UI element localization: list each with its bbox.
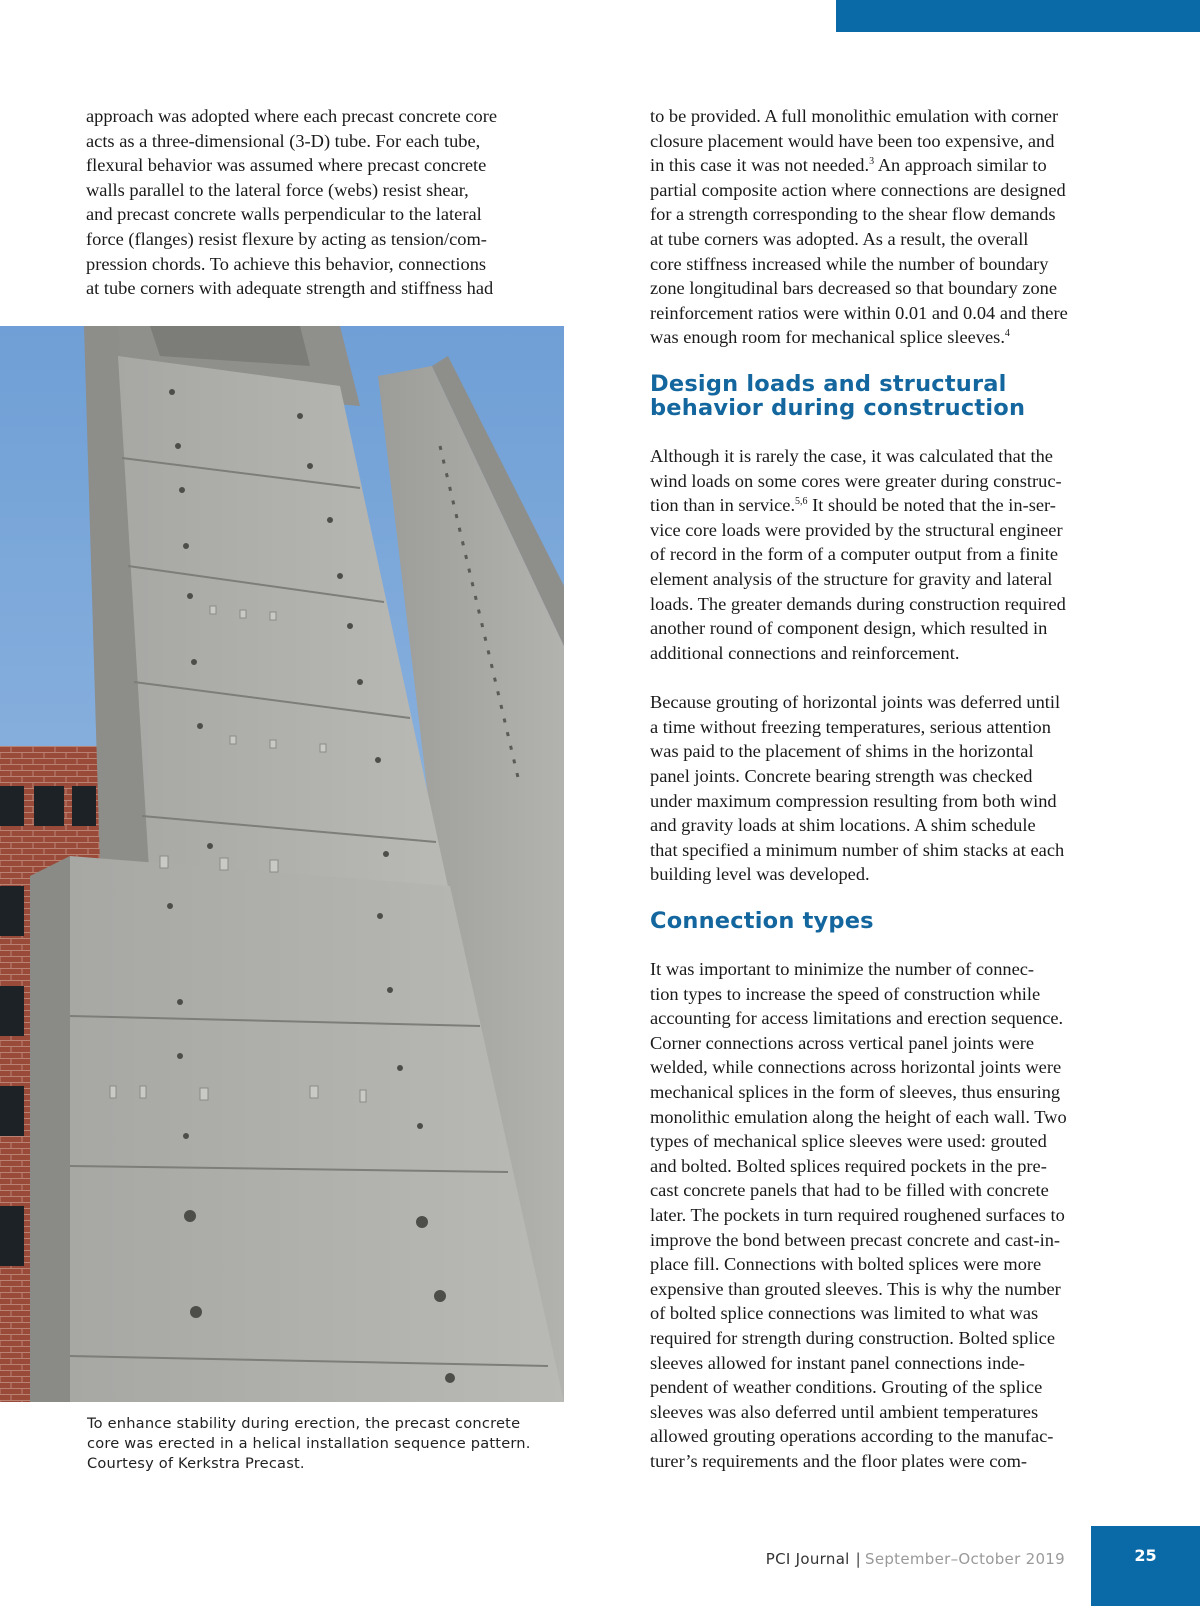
header-accent-bar	[836, 0, 1200, 32]
text-line: building level was developed.	[650, 864, 870, 885]
text-line: tion types to increase the speed of construction while	[650, 983, 1041, 1004]
text-line: closure placement would have been too expensive, and	[650, 130, 1055, 151]
text-line: at tube corners was adopted. As a result, the overall	[650, 228, 1029, 249]
text-line: of record in the form of a computer output from a finite	[650, 544, 1059, 565]
text-line: improve the bond between precast concrete and cast-in-	[650, 1229, 1061, 1250]
text-line: under maximum compression resulting from both wind	[650, 790, 1057, 811]
text-line: to be provided. A full monolithic emulation with corner	[650, 106, 1059, 126]
caption-line: core was erected in a helical installation sequence pattern.	[87, 1435, 531, 1452]
text-line: later. The pockets in turn required roughened surfaces to	[650, 1204, 1065, 1225]
text-line: sleeves allowed for instant panel connections inde-	[650, 1352, 1025, 1373]
issue-date: September–October 2019	[865, 1550, 1065, 1568]
text-line: An approach similar to	[874, 155, 1047, 176]
text-line: turer’s requirements and the floor plates were com-	[650, 1450, 1028, 1471]
intro-paragraph	[650, 104, 1120, 350]
text-line: acts as a three-dimensional (3-D) tube. For each tube,	[86, 130, 481, 151]
heading-line: behavior during construction	[650, 394, 1026, 421]
text-line: core stiffness increased while the number of boundary	[650, 253, 1049, 274]
text-line: It was important to minimize the number of connec-	[650, 959, 1035, 980]
section-heading-design-loads	[650, 372, 1120, 420]
right-column-text	[650, 104, 1120, 1474]
text-line: for a strength corresponding to the shear flow demands	[650, 204, 1056, 225]
design-paragraph-2	[650, 690, 1120, 887]
text-line: expensive than grouted sleeves. This is why the number	[650, 1278, 1061, 1299]
text-line: required for strength during construction. Bolted splice	[650, 1327, 1056, 1348]
text-line: and gravity loads at shim locations. A shim schedule	[650, 815, 1036, 836]
text-line: types of mechanical splice sleeves were used: grouted	[650, 1131, 1047, 1152]
text-line: force (flanges) resist flexure by acting as tension/com-	[86, 228, 487, 249]
text-line: mechanical splices in the form of sleeves, thus ensuring	[650, 1082, 1061, 1102]
connection-paragraph	[650, 957, 1120, 1473]
page-footer	[620, 1550, 1065, 1568]
text-line: element analysis of the structure for gravity and lateral	[650, 568, 1053, 589]
text-line: pression chords. To achieve this behavior, connections	[86, 253, 487, 274]
page-number-box	[1091, 1526, 1200, 1606]
text-line: It should be noted that the in-ser-	[807, 495, 1056, 516]
text-line: approach was adopted where each precast concrete core	[86, 106, 497, 126]
precast-core-photo	[0, 326, 564, 1402]
text-line: wind loads on some cores were greater during construc-	[650, 470, 1062, 491]
text-line: additional connections and reinforcement.	[650, 642, 960, 663]
figure-caption	[87, 1414, 567, 1474]
text-line: accounting for access limitations and erection sequence.	[650, 1008, 1064, 1029]
reference-superscript: 4	[1004, 328, 1010, 340]
text-line: cast concrete panels that had to be filled with concrete	[650, 1180, 1049, 1201]
text-line: reinforcement ratios were within 0.01 and 0.04 and there	[650, 302, 1068, 323]
text-line: partial composite action where connections are designed	[650, 179, 1066, 200]
text-line: of bolted splice connections was limited to what was	[650, 1303, 1039, 1324]
text-line: tion than in service.	[650, 495, 796, 516]
text-line: and precast concrete walls perpendicular to the lateral	[86, 204, 482, 225]
caption-line: Courtesy of Kerkstra Precast.	[87, 1455, 305, 1472]
text-line: loads. The greater demands during construction required	[650, 593, 1066, 614]
section-heading-connection-types: Connection types	[650, 908, 874, 935]
text-line: was paid to the placement of shims in the horizontal	[650, 741, 1034, 762]
text-line: and bolted. Bolted splices required pockets in the pre-	[650, 1155, 1047, 1176]
text-line: panel joints. Concrete bearing strength was checked	[650, 766, 1033, 787]
reference-superscript: 3	[869, 156, 875, 168]
text-line: a time without freezing temperatures, serious attention	[650, 716, 1051, 737]
left-paragraph	[86, 104, 556, 301]
text-line: Because grouting of horizontal joints was deferred until	[650, 692, 1061, 713]
heading-line: Design loads and structural	[650, 370, 1007, 397]
text-line: monolithic emulation along the height of each wall. Two	[650, 1106, 1067, 1127]
text-line: allowed grouting operations according to the manufac-	[650, 1426, 1054, 1447]
footer-separator: |	[855, 1550, 862, 1568]
page-number: 25	[1134, 1546, 1157, 1565]
text-line: welded, while connections across horizontal joints were	[650, 1057, 1062, 1078]
journal-name: PCI Journal	[765, 1550, 850, 1568]
text-line: walls parallel to the lateral force (webs) resist shear,	[86, 179, 469, 200]
text-line: place fill. Connections with bolted splices were more	[650, 1254, 1042, 1275]
text-line: zone longitudinal bars decreased so that boundary zone	[650, 278, 1058, 299]
text-line: at tube corners with adequate strength and stiffness had	[86, 278, 494, 299]
text-line: in this case it was not needed.	[650, 155, 870, 176]
text-line: that specified a minimum number of shim stacks at each	[650, 839, 1065, 860]
design-paragraph-1	[650, 444, 1120, 665]
caption-line: To enhance stability during erection, the precast concrete	[87, 1415, 521, 1432]
text-line: vice core loads were provided by the structural engineer	[650, 519, 1063, 540]
text-line: another round of component design, which resulted in	[650, 618, 1048, 639]
text-line: Corner connections across vertical panel joints were	[650, 1032, 1035, 1053]
text-line: flexural behavior was assumed where precast concrete	[86, 155, 487, 176]
text-line: Although it is rarely the case, it was calculated that the	[650, 445, 1053, 466]
text-line: sleeves was also deferred until ambient temperatures	[650, 1401, 1039, 1422]
left-column-text	[86, 104, 556, 301]
text-line: was enough room for mechanical splice sleeves.	[650, 327, 1005, 348]
text-line: pendent of weather conditions. Grouting of the splice	[650, 1377, 1043, 1398]
reference-superscript: 5,6	[795, 496, 808, 507]
